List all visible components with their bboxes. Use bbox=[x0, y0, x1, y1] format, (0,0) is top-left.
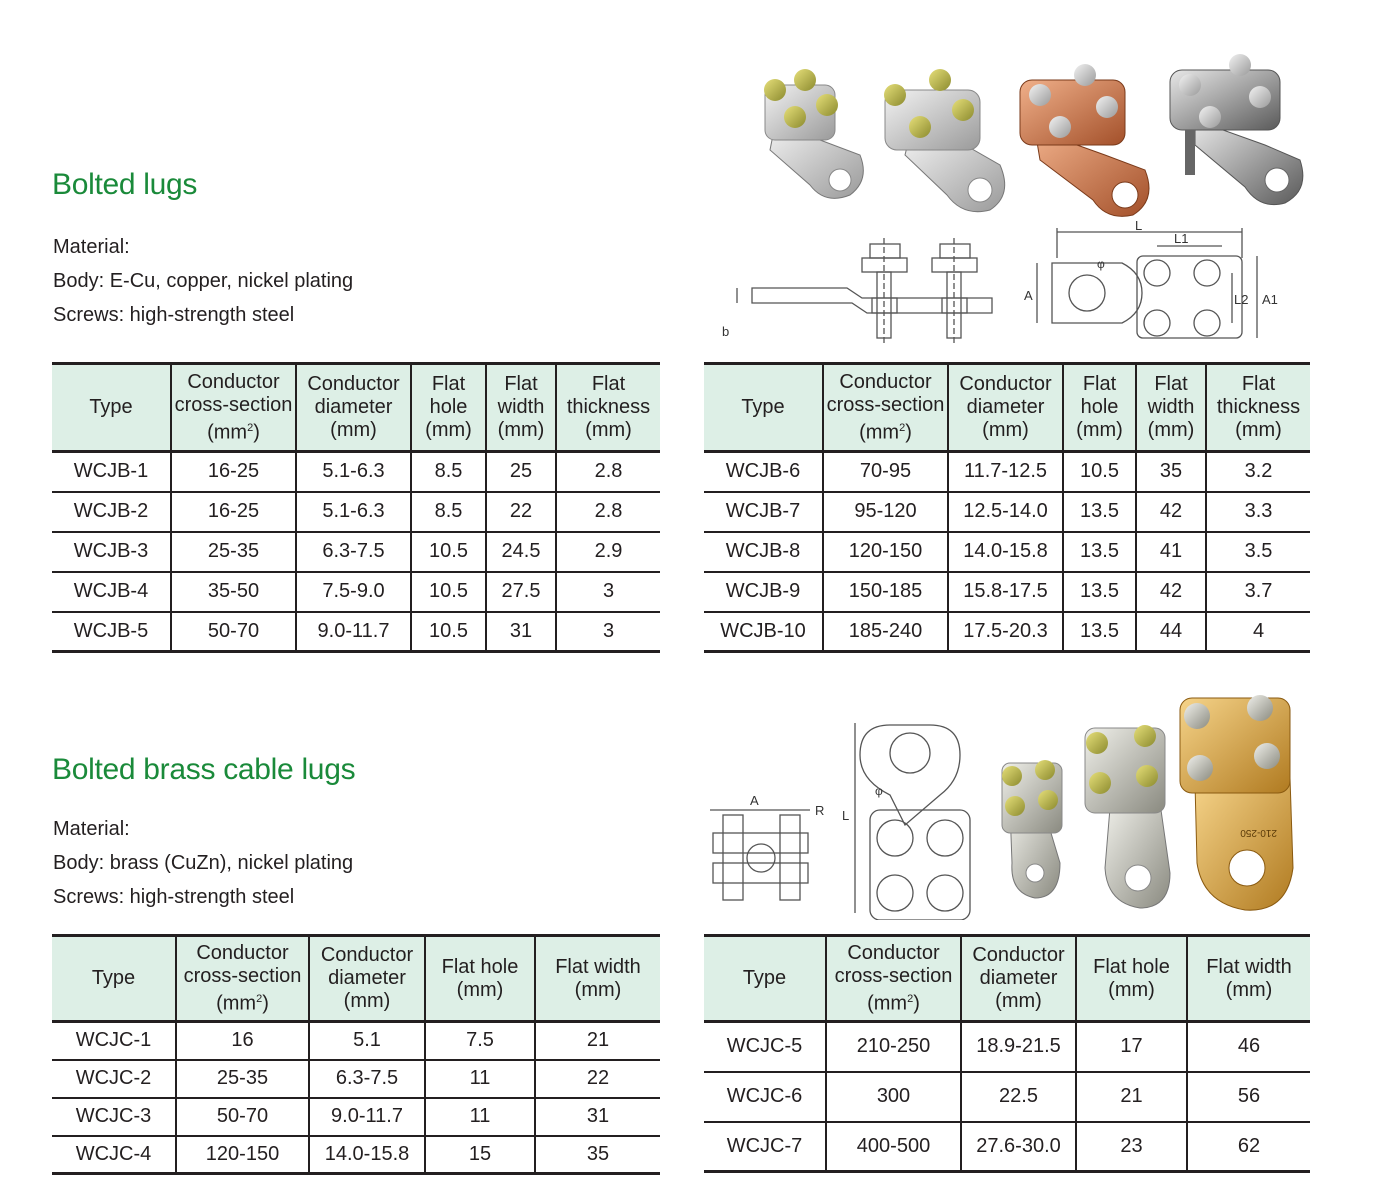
cell: 16-25 bbox=[171, 492, 296, 532]
col-header: Flat thickness (mm) bbox=[1206, 364, 1310, 452]
cell: 3 bbox=[556, 572, 660, 612]
material-line: Body: brass (CuZn), nickel plating bbox=[53, 852, 354, 874]
lug-photo bbox=[1085, 725, 1170, 908]
cell: 18.9-21.5 bbox=[961, 1022, 1076, 1072]
cell-type: WCJC-3 bbox=[52, 1098, 176, 1136]
cell: 13.5 bbox=[1063, 492, 1136, 532]
lug-photo bbox=[1002, 760, 1062, 898]
table-row bbox=[52, 572, 660, 612]
cell: 3.5 bbox=[1206, 532, 1310, 572]
table-row bbox=[52, 492, 660, 532]
cell: 31 bbox=[486, 612, 556, 652]
lug-photo bbox=[1020, 64, 1149, 216]
cell: 13.5 bbox=[1063, 612, 1136, 652]
table-row bbox=[52, 1022, 660, 1060]
cell: 24.5 bbox=[486, 532, 556, 572]
col-header: Conductor cross-section $(mm^2)$ bbox=[176, 936, 309, 1022]
drawing-label: φ bbox=[1097, 257, 1105, 271]
table-row bbox=[52, 452, 660, 492]
cell: 5.1-6.3 bbox=[296, 492, 411, 532]
cell: 10.5 bbox=[1063, 452, 1136, 492]
cell-type: WCJC-7 bbox=[704, 1122, 826, 1172]
drawing-label: L2 bbox=[1234, 292, 1249, 307]
cell: 31 bbox=[535, 1098, 660, 1136]
drawing-label: b bbox=[722, 324, 730, 339]
col-header: Type bbox=[704, 936, 826, 1022]
drawing-label: A bbox=[1024, 288, 1033, 303]
cell: 7.5-9.0 bbox=[296, 572, 411, 612]
cell: 56 bbox=[1187, 1072, 1310, 1122]
cell: 22 bbox=[535, 1060, 660, 1098]
cell-type: WCJB-3 bbox=[52, 532, 171, 572]
cell: 3.3 bbox=[1206, 492, 1310, 532]
table-row bbox=[704, 492, 1310, 532]
cell: 11 bbox=[425, 1098, 535, 1136]
cell: 27.6-30.0 bbox=[961, 1122, 1076, 1172]
brass-lugs-table-right bbox=[704, 934, 1310, 1173]
table-row bbox=[704, 452, 1310, 492]
drawing-label: R bbox=[815, 803, 825, 818]
col-header: Type bbox=[52, 936, 176, 1022]
table-row bbox=[704, 1122, 1310, 1172]
col-header: Conductor cross-section $(mm^2)$ bbox=[826, 936, 961, 1022]
cell: 6.3-7.5 bbox=[296, 532, 411, 572]
brass-lugs-drawing bbox=[705, 715, 990, 920]
drawing-label: A1 bbox=[1262, 292, 1278, 307]
drawing-label: L1 bbox=[1174, 231, 1189, 246]
cell: 11.7-12.5 bbox=[948, 452, 1063, 492]
cell: 5.1 bbox=[309, 1022, 425, 1060]
cell: 14.0-15.8 bbox=[948, 532, 1063, 572]
bolted-lugs-drawing bbox=[712, 218, 1312, 348]
table-row bbox=[704, 1072, 1310, 1122]
table-row bbox=[52, 532, 660, 572]
col-header: Flat width (mm) bbox=[486, 364, 556, 452]
cell: 25-35 bbox=[176, 1060, 309, 1098]
cell: 13.5 bbox=[1063, 572, 1136, 612]
cell-type: WCJC-1 bbox=[75, 1029, 152, 1052]
material-line: Screws: high-strength steel bbox=[53, 304, 295, 326]
cell: 21 bbox=[535, 1022, 660, 1060]
cell: 11 bbox=[425, 1060, 535, 1098]
cell: 25 bbox=[486, 452, 556, 492]
cell-type: WCJB-8 bbox=[704, 532, 823, 572]
stamp-text: 210-250 bbox=[1240, 827, 1277, 838]
col-header: Type bbox=[52, 364, 171, 452]
material-line: Screws: high-strength steel bbox=[53, 886, 295, 908]
cell-type: WCJC-5 bbox=[726, 1035, 803, 1058]
cell: 42 bbox=[1136, 572, 1206, 612]
material-line: Material: bbox=[53, 236, 130, 258]
cell: 3 bbox=[556, 612, 660, 652]
cell: 3.2 bbox=[1206, 452, 1310, 492]
drawing-label: A bbox=[750, 793, 759, 808]
material-line: Body: E-Cu, copper, nickel plating bbox=[53, 270, 354, 292]
cell: 27.5 bbox=[486, 572, 556, 612]
table-row bbox=[704, 532, 1310, 572]
cell-type: WCJB-4 bbox=[52, 572, 171, 612]
cell: 210-250 bbox=[826, 1022, 961, 1072]
cell: 21 bbox=[1076, 1072, 1187, 1122]
bolted-lugs-table-right bbox=[704, 362, 1310, 653]
lug-photo bbox=[884, 69, 1005, 212]
table-row bbox=[52, 612, 660, 652]
col-header: Flat hole (mm) bbox=[411, 364, 486, 452]
cell: 44 bbox=[1136, 612, 1206, 652]
cell: 400-500 bbox=[826, 1122, 961, 1172]
cell: 25-35 bbox=[171, 532, 296, 572]
lug-photo bbox=[1180, 695, 1293, 910]
table-row bbox=[704, 1022, 1310, 1072]
col-header: Conductor cross-section $(mm^2)$ bbox=[823, 364, 948, 452]
col-header: Conductor diameter (mm) bbox=[309, 936, 425, 1022]
cell: 8.5 bbox=[411, 492, 486, 532]
cell: 95-120 bbox=[823, 492, 948, 532]
cell-type: WCJB-2 bbox=[52, 492, 171, 532]
cell-type: WCJB-5 bbox=[52, 612, 171, 652]
cell: 120-150 bbox=[823, 532, 948, 572]
cell-type: WCJC-4 bbox=[52, 1136, 176, 1174]
cell: 15 bbox=[425, 1136, 535, 1174]
col-header: Flat hole (mm) bbox=[425, 936, 535, 1022]
cell: 10.5 bbox=[411, 532, 486, 572]
brass-lugs-photos bbox=[990, 688, 1310, 920]
cell: 4 bbox=[1206, 612, 1310, 652]
cell: 23 bbox=[1076, 1122, 1187, 1172]
col-header: Conductor diameter (mm) bbox=[961, 936, 1076, 1022]
cell: 2.8 bbox=[556, 492, 660, 532]
material-block-2 bbox=[53, 812, 353, 914]
cell: 185-240 bbox=[823, 612, 948, 652]
cell: 10.5 bbox=[411, 612, 486, 652]
cell: 2.8 bbox=[556, 452, 660, 492]
drawing-label: L bbox=[842, 808, 850, 823]
cell: 8.5 bbox=[411, 452, 486, 492]
lug-photo bbox=[1170, 54, 1303, 205]
cell: 46 bbox=[1187, 1022, 1310, 1072]
cell: 9.0-11.7 bbox=[296, 612, 411, 652]
cell-type: WCJB-7 bbox=[704, 492, 823, 532]
cell-type: WCJC-2 bbox=[52, 1060, 176, 1098]
cell: 120-150 bbox=[176, 1136, 309, 1174]
cell: 42 bbox=[1136, 492, 1206, 532]
cell: 12.5-14.0 bbox=[948, 492, 1063, 532]
cell: 35 bbox=[1136, 452, 1206, 492]
lug-photo bbox=[764, 69, 863, 198]
cell-type: WCJB-9 bbox=[704, 572, 823, 612]
cell: 5.1-6.3 bbox=[296, 452, 411, 492]
cell: 70-95 bbox=[823, 452, 948, 492]
drawing-label: L bbox=[1135, 218, 1143, 233]
cell: 22.5 bbox=[961, 1072, 1076, 1122]
table-row bbox=[704, 572, 1310, 612]
col-header: Type bbox=[704, 364, 823, 452]
material-block-1 bbox=[53, 230, 353, 332]
section-title-bolted-lugs: Bolted lugs bbox=[52, 168, 198, 201]
cell: 2.9 bbox=[556, 532, 660, 572]
col-header: Flat hole (mm) bbox=[1063, 364, 1136, 452]
cell: 13.5 bbox=[1063, 532, 1136, 572]
cell: 17 bbox=[1076, 1022, 1187, 1072]
cell: 3.7 bbox=[1206, 572, 1310, 612]
cell: 16 bbox=[176, 1022, 309, 1060]
cell: 9.0-11.7 bbox=[309, 1098, 425, 1136]
col-header: Flat hole (mm) bbox=[1076, 936, 1187, 1022]
cell: 300 bbox=[826, 1072, 961, 1122]
cell-type: WCJB-6 bbox=[725, 460, 801, 483]
cell: 7.5 bbox=[425, 1022, 535, 1060]
col-header: Flat width (mm) bbox=[1187, 936, 1310, 1022]
col-header: Conductor diameter (mm) bbox=[296, 364, 411, 452]
cell: 35-50 bbox=[171, 572, 296, 612]
cell: 50-70 bbox=[176, 1098, 309, 1136]
material-line: Material: bbox=[53, 818, 130, 840]
bolted-lugs-table-left bbox=[52, 362, 660, 653]
cell: 16-25 bbox=[171, 452, 296, 492]
cell: 6.3-7.5 bbox=[309, 1060, 425, 1098]
cell-type: WCJC-6 bbox=[704, 1072, 826, 1122]
cell-type: WCJB-1 bbox=[73, 460, 149, 483]
section-title-bolted-brass-cable-lugs: Bolted brass cable lugs bbox=[52, 753, 356, 786]
cell: 14.0-15.8 bbox=[309, 1136, 425, 1174]
cell: 150-185 bbox=[823, 572, 948, 612]
table-row bbox=[52, 1098, 660, 1136]
cell: 10.5 bbox=[411, 572, 486, 612]
col-header: Flat thickness (mm) bbox=[556, 364, 660, 452]
table-row bbox=[52, 1136, 660, 1174]
bolted-lugs-photos bbox=[745, 45, 1315, 220]
cell-type: WCJB-10 bbox=[704, 612, 823, 652]
cell: 41 bbox=[1136, 532, 1206, 572]
col-header: Conductor diameter (mm) bbox=[948, 364, 1063, 452]
table-row bbox=[52, 1060, 660, 1098]
col-header: Conductor cross-section $(mm^2)$ bbox=[171, 364, 296, 452]
cell: 35 bbox=[535, 1136, 660, 1174]
cell: 17.5-20.3 bbox=[948, 612, 1063, 652]
cell: 15.8-17.5 bbox=[948, 572, 1063, 612]
brass-lugs-table-left bbox=[52, 934, 660, 1175]
table-row bbox=[704, 612, 1310, 652]
col-header: Flat width (mm) bbox=[535, 936, 660, 1022]
cell: 62 bbox=[1187, 1122, 1310, 1172]
col-header: Flat width (mm) bbox=[1136, 364, 1206, 452]
cell: 22 bbox=[486, 492, 556, 532]
cell: 50-70 bbox=[171, 612, 296, 652]
drawing-label: φ bbox=[875, 784, 883, 798]
